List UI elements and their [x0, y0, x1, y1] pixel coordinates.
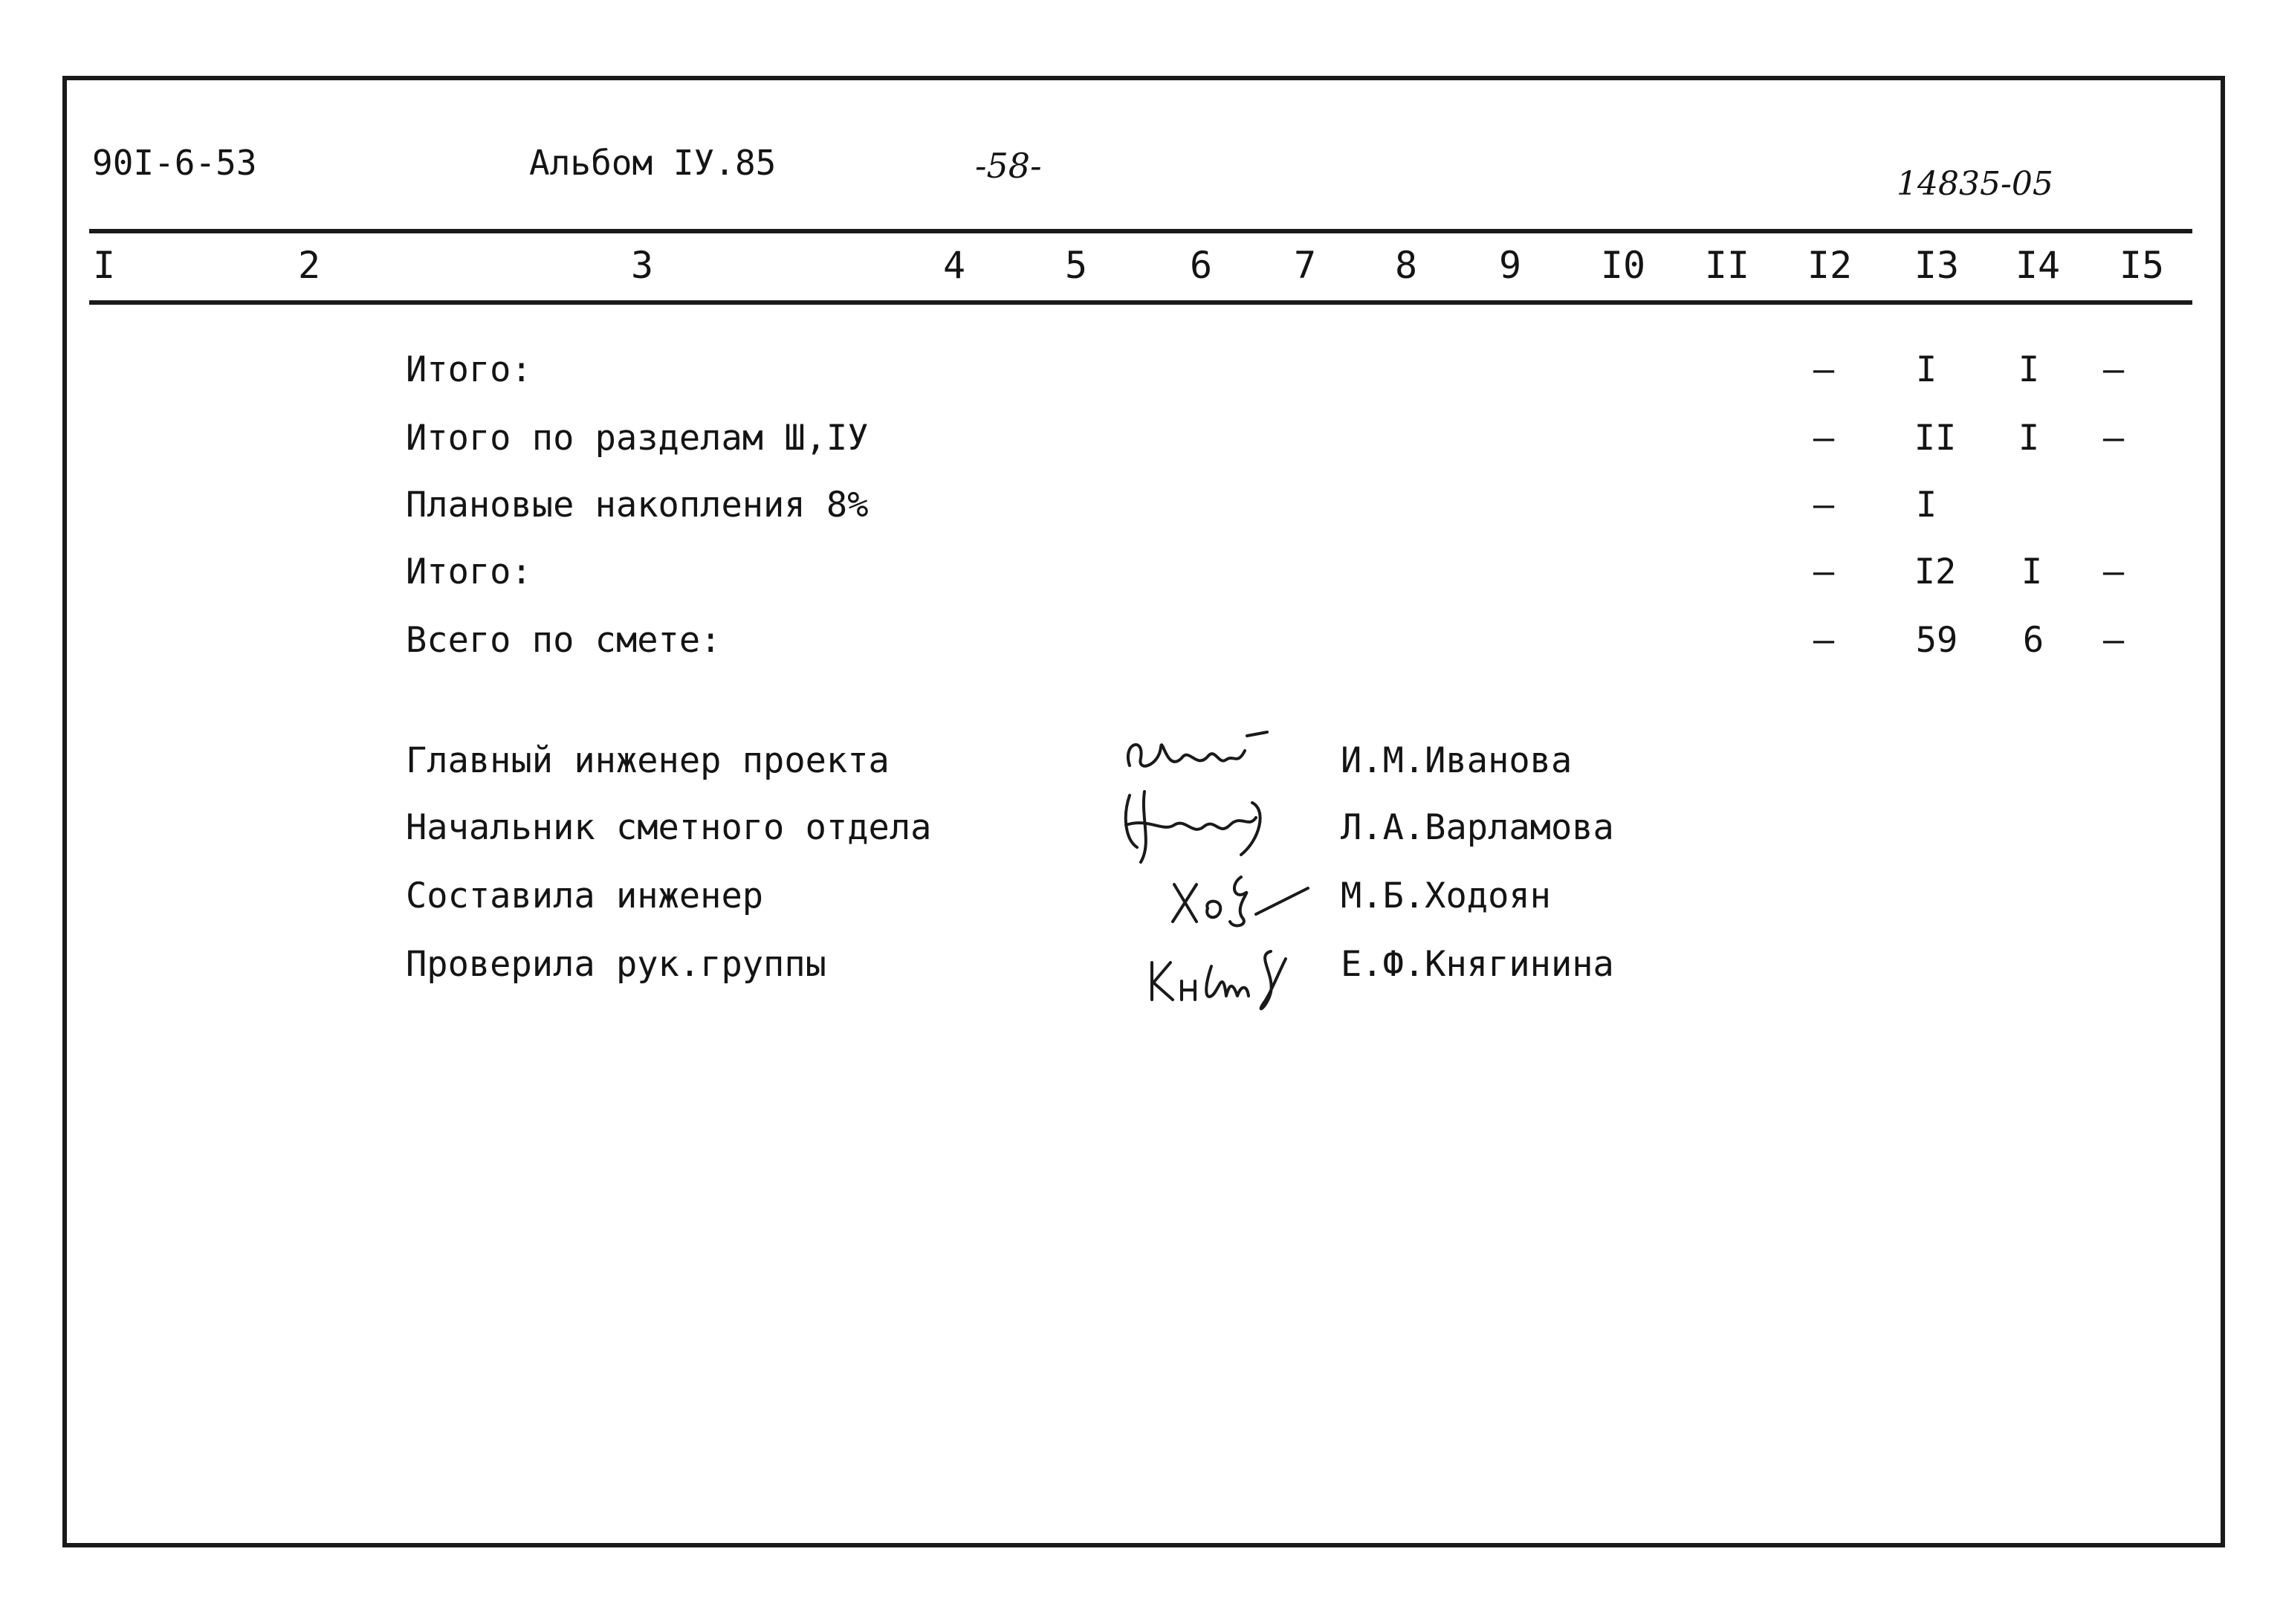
header-top-rule: [89, 229, 2192, 233]
column-number: I3: [1914, 244, 1960, 287]
column-number: 9: [1498, 244, 1522, 287]
cell-col-12: –: [1813, 485, 1835, 525]
column-number: I4: [2015, 244, 2061, 287]
signer-name: Е.Ф.Княгинина: [1341, 944, 1614, 985]
cell-col-15: –: [2102, 620, 2125, 661]
cell-col-14: I: [2021, 551, 2043, 592]
cell-col-14: I: [2018, 418, 2040, 459]
cell-col-12: –: [1813, 551, 1835, 592]
cell-col-15: –: [2102, 418, 2125, 459]
signer-role: Начальник сметного отдела: [406, 807, 932, 848]
signer-name: М.Б.Ходоян: [1341, 876, 1551, 916]
header-bottom-rule: [89, 300, 2192, 305]
column-number: 3: [630, 244, 654, 287]
document-number: 14835-05: [1897, 165, 2053, 203]
column-number: I2: [1807, 244, 1853, 287]
row-label: Плановые накопления 8%: [406, 485, 869, 525]
document-code: 90I-6-53: [92, 143, 257, 183]
column-number: 8: [1394, 244, 1418, 287]
row-label: Итого по разделам Ш,IУ: [406, 418, 869, 459]
cell-col-12: –: [1813, 349, 1835, 390]
column-number: 7: [1293, 244, 1317, 287]
column-number: I5: [2119, 244, 2165, 287]
signer-name: Л.А.Варламова: [1341, 807, 1614, 848]
album-title: Альбом IУ.85: [529, 143, 777, 183]
signer-role: Проверила рук.группы: [406, 944, 826, 985]
signer-role: Составила инженер: [406, 876, 764, 916]
cell-col-13: 59: [1915, 620, 1958, 661]
column-number: 2: [297, 244, 321, 287]
column-number: I: [92, 244, 116, 287]
column-number: 6: [1189, 244, 1213, 287]
cell-col-12: –: [1813, 418, 1835, 459]
handwritten-signature: [1137, 922, 1345, 1018]
column-number: I0: [1600, 244, 1646, 287]
signer-role: Главный инженер проекта: [406, 740, 890, 781]
cell-col-15: –: [2102, 551, 2125, 592]
page-number: -58-: [975, 146, 1042, 186]
cell-col-13: II: [1914, 418, 1957, 459]
cell-col-13: I: [1915, 349, 1937, 390]
row-label: Итого:: [406, 349, 532, 390]
cell-col-12: –: [1813, 620, 1835, 661]
cell-col-13: I2: [1914, 551, 1957, 592]
row-label: Итого:: [406, 551, 532, 592]
row-label: Всего по смете:: [406, 620, 722, 661]
column-number: 4: [942, 244, 966, 287]
cell-col-14: 6: [2022, 620, 2044, 661]
cell-col-13: I: [1915, 485, 1937, 525]
signer-name: И.М.Иванова: [1341, 740, 1573, 781]
column-number: 5: [1064, 244, 1088, 287]
column-number: II: [1704, 244, 1750, 287]
cell-col-14: I: [2018, 349, 2040, 390]
cell-col-15: –: [2102, 349, 2125, 390]
